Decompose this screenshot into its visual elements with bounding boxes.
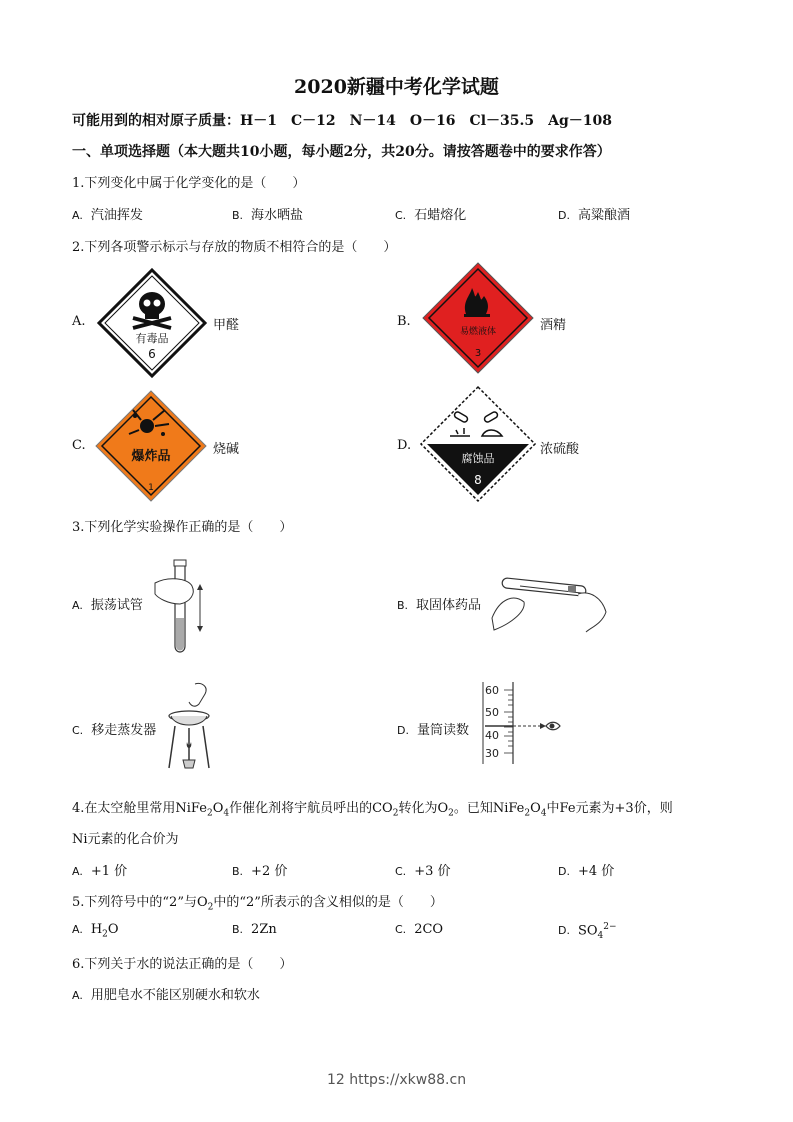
q5-option-d[interactable]: D. $SO_4^{2-}$ (558, 922, 617, 941)
q4-option-d[interactable] (558, 860, 614, 879)
option-letter: C. (395, 923, 407, 936)
option-letter: D. (558, 209, 570, 222)
sign-number: 3 (474, 348, 482, 359)
option-text: +3 价 (414, 864, 451, 879)
sign-number: 6 (148, 347, 156, 361)
tick-label-40: 40 (485, 729, 499, 742)
q4-option-b[interactable] (232, 860, 287, 879)
q2-option-b-text: 酒精 (540, 318, 567, 333)
option-text: +2 价 (251, 864, 288, 879)
question-2-stem: 2.下列各项警示标示与存放的物质不相符合的是（ ） (72, 240, 397, 255)
option-text: 海水晒盐 (251, 208, 304, 223)
question-4-stem-line1: 4.在太空舱里常用$NiFe_2O_4$作催化剂将宇航员呼出的$CO_2$转化为$O_2$。已知$NiFe_2O_4$中Fe元素为+3价，则 (72, 801, 673, 819)
sign-label: 腐蚀品 (461, 452, 495, 465)
option-text: 石蜡熔化 (414, 208, 467, 223)
option-text: 量筒读数 (416, 723, 469, 738)
question-4-stem-line2: Ni元素的化合价为 (72, 832, 179, 847)
evaporating-dish-illustration (165, 680, 217, 772)
option-text: +4 价 (577, 864, 615, 879)
q1-option-d[interactable] (558, 204, 630, 223)
q3-option-d[interactable] (397, 719, 469, 738)
q2-option-d-letter[interactable]: D. (397, 438, 412, 453)
q3-option-a[interactable] (72, 594, 143, 613)
question-1-stem: 1.下列变化中属于化学变化的是（ ） (72, 176, 306, 191)
option-letter: B. (397, 599, 409, 612)
q2-option-a-text: 甲醛 (213, 318, 240, 333)
section-heading: 一、单项选择题（本大题共10小题，每小题2分，共20分。请按答题卷中的要求作答） (72, 144, 611, 160)
q1-option-a[interactable] (72, 204, 143, 223)
option-letter: C. (395, 865, 407, 878)
atomic-mass-line: 可能用到的相对原子质量：H－1 C－12 N－14 O－16 Cl－35.5 Ag－108 (72, 113, 612, 129)
option-text: 移走蒸发器 (91, 723, 157, 738)
option-letter: B. (232, 209, 244, 222)
sign-label: 爆炸品 (131, 449, 171, 464)
question-3-stem: 3.下列化学实验操作正确的是（ ） (72, 520, 293, 535)
flammable-sign (422, 262, 534, 374)
q1-option-b[interactable] (232, 204, 303, 223)
option-text: 取固体药品 (416, 598, 482, 613)
graduated-cylinder-illustration (480, 680, 570, 766)
option-letter: A. (72, 209, 83, 222)
q2-option-a-letter[interactable]: A. (72, 314, 86, 329)
shake-test-tube-illustration (150, 558, 210, 658)
explosive-sign (95, 390, 207, 502)
option-letter: D. (558, 924, 570, 938)
question-5-stem: 5.下列符号中的“2”与$O_2$中的“2”所表示的含义相似的是（ ） (72, 895, 443, 913)
sign-label: 易燃液体 (459, 327, 497, 337)
tick-label-30: 30 (485, 747, 499, 760)
sign-label: 有毒品 (135, 332, 169, 345)
q2-option-d-text: 浓硫酸 (540, 442, 580, 457)
page-footer: 12 https://xkw88.cn (326, 1072, 467, 1088)
tick-label-60: 60 (485, 684, 499, 697)
q1-option-c[interactable] (395, 204, 466, 223)
q3-option-b[interactable] (397, 594, 481, 613)
q4-option-a[interactable] (72, 860, 127, 879)
q3-option-c[interactable] (72, 719, 156, 738)
q2-option-c-letter[interactable]: C. (72, 438, 86, 453)
q2-option-b-letter[interactable]: B. (397, 314, 411, 329)
page-title: 2020新疆中考化学试题 (294, 76, 499, 98)
option-text: 振荡试管 (90, 598, 143, 613)
option-text: 用肥皂水不能区别硬水和软水 (90, 988, 260, 1003)
option-text: 高粱酿酒 (577, 208, 630, 223)
option-letter: A. (72, 865, 83, 878)
option-letter: D. (558, 865, 570, 878)
option-text: +1 价 (90, 864, 128, 879)
option-letter: C. (395, 209, 407, 222)
eye-icon (546, 722, 560, 730)
sign-number: 1 (148, 483, 154, 493)
option-text: 汽油挥发 (90, 208, 143, 223)
q5-option-c[interactable]: C. 2CO (395, 922, 444, 937)
tick-label-50: 50 (485, 706, 499, 719)
q4-option-c[interactable] (395, 860, 450, 879)
toxic-sign (97, 268, 207, 378)
sign-number: 8 (474, 473, 482, 487)
option-letter: A. (72, 923, 83, 936)
option-letter: B. (232, 923, 244, 936)
q5-option-b[interactable]: B. 2Zn (232, 922, 277, 937)
corrosive-sign (420, 386, 536, 502)
take-solid-illustration (490, 572, 612, 634)
option-letter: B. (232, 865, 244, 878)
q6-option-a[interactable] (72, 984, 260, 1003)
option-letter: A. (72, 599, 83, 612)
question-6-stem: 6.下列关于水的说法正确的是（ ） (72, 957, 293, 972)
option-letter: C. (72, 724, 84, 737)
option-letter: A. (72, 989, 83, 1002)
q2-option-c-text: 烧碱 (213, 442, 240, 457)
q5-option-a[interactable]: A. $H_2O$ (72, 922, 119, 940)
option-letter: D. (397, 724, 409, 737)
